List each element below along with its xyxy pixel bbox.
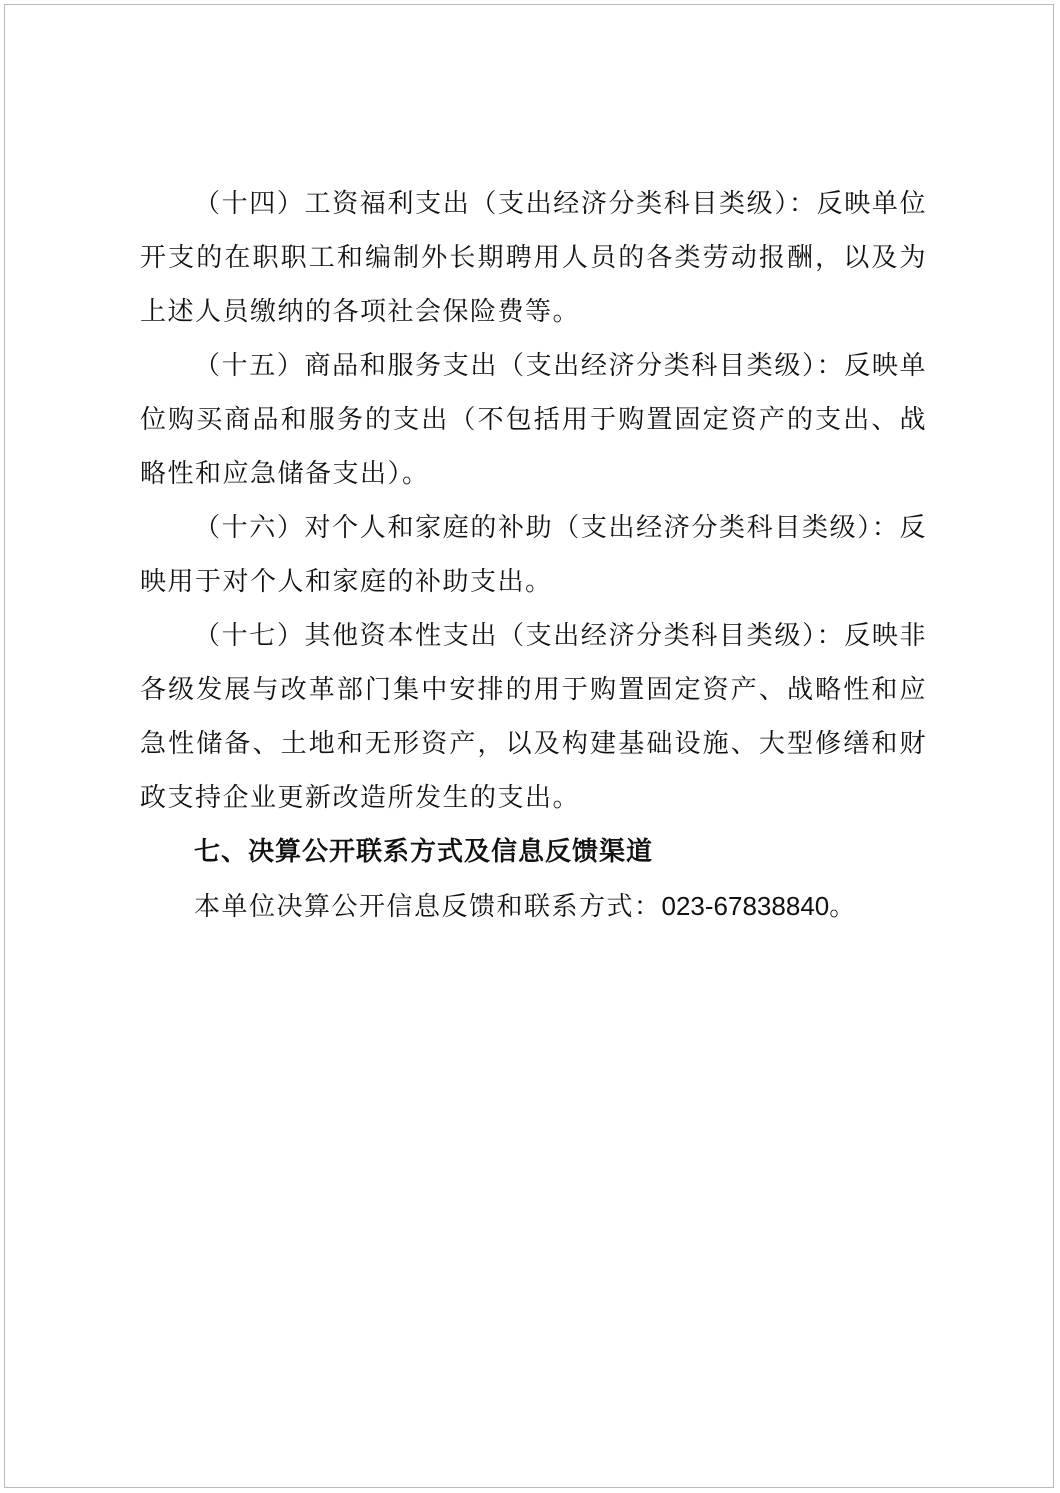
paragraph-household-subsidy: （十六）对个人和家庭的补助（支出经济分类科目类级）：反映用于对个人和家庭的补助支出。 xyxy=(140,513,927,597)
paragraph-goods-services: （十五）商品和服务支出（支出经济分类科目类级）：反映单位购买商品和服务的支出（不包括用于购置固定资产的支出、战略性和应急储备支出）。 xyxy=(140,351,927,489)
contact-line xyxy=(140,879,927,934)
contact-phone: 023-67838840 xyxy=(661,891,830,921)
document-body xyxy=(140,177,927,934)
paragraph-other-capital: （十七）其他资本性支出（支出经济分类科目类级）：反映非各级发展与改革部门集中安排的用于购置固定资产、战略性和应急性储备、土地和无形资产，以及构建基础设施、大型修缮和财政支持企业更新改造所发生的支出。 xyxy=(140,621,927,813)
contact-label: 本单位决算公开信息反馈和联系方式： xyxy=(194,892,662,922)
section-heading: 七、决算公开联系方式及信息反馈渠道 xyxy=(194,837,654,867)
paragraph-wage-welfare: （十四）工资福利支出（支出经济分类科目类级）：反映单位开支的在职职工和编制外长期聘用人员的各类劳动报酬，以及为上述人员缴纳的各项社会保险费等。 xyxy=(140,189,927,327)
page xyxy=(4,4,1054,1488)
contact-end-mark: 。 xyxy=(829,892,857,922)
